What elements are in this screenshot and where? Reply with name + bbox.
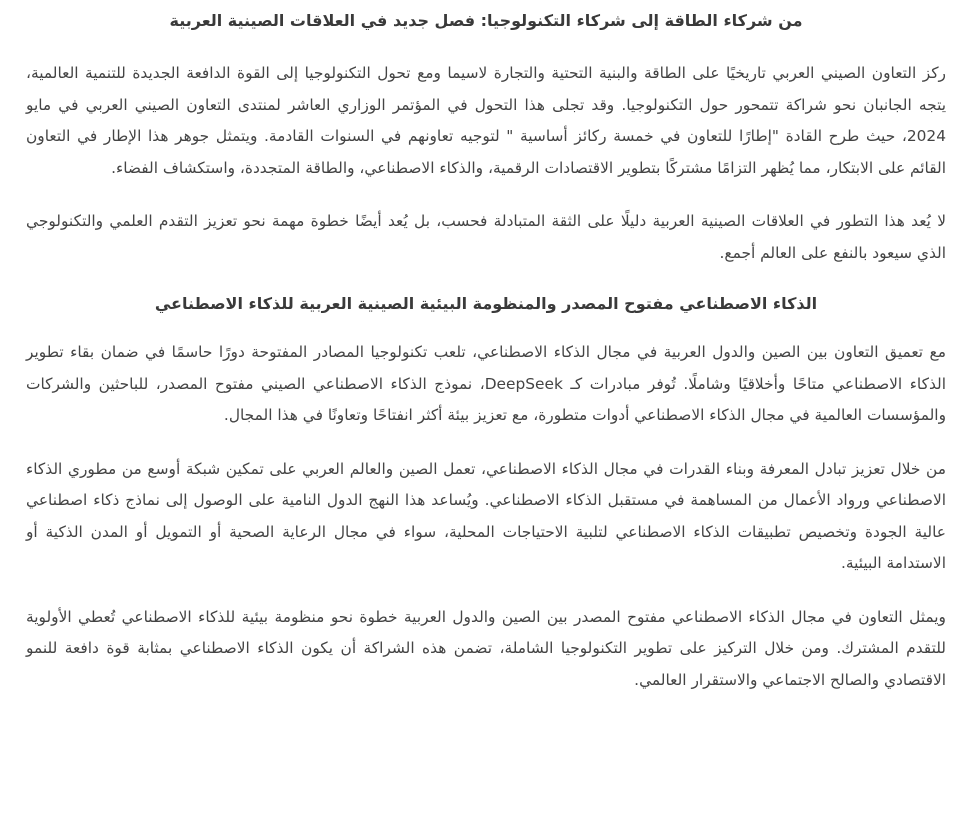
article-paragraph-4: من خلال تعزيز تبادل المعرفة وبناء القدرات في مجال الذكاء الاصطناعي، تعمل الصين والعالم العربي على تمكين شبكة أوسع من مطوري الذكاء الاصطناعي ورواد الأعمال من المساهمة في مستقبل الذكاء الاصطناعي. ويُساعد هذا النهج الدول النامية على الوصول إلى نماذج ذكاء اصطناعي عالية الجودة وتخصيص تطبيقات الذكاء الاصطناعي لتلبية الاحتياجات المحلية، سواء في مجال الرعاية الصحية أو التمويل أو المدن الذكية أو الاستدامة البيئية. (26, 459, 946, 572)
article-heading-1: من شركاء الطاقة إلى شركاء التكنولوجيا: فصل جديد في العلاقات الصينية العربية (169, 11, 803, 30)
article-paragraph-5: ويمثل التعاون في مجال الذكاء الاصطناعي مفتوح المصدر بين الصين والدول العربية خطوة نحو منظومة بيئية للذكاء الاصطناعي تُعطي الأولوية للتقدم المشترك. ومن خلال التركيز على تطوير التكنولوجيا الشاملة، تضمن هذه الشراكة أن يكون الذكاء الاصطناعي بمثابة قوة دافعة للنمو الاقتصادي والصالح الاجتماعي والاستقرار العالمي. (26, 607, 946, 689)
article-heading-2: الذكاء الاصطناعي مفتوح المصدر والمنظومة البيئية الصينية العربية للذكاء الاصطناعي (154, 294, 818, 313)
article-paragraph-3: مع تعميق التعاون بين الصين والدول العربية في مجال الذكاء الاصطناعي، تلعب تكنولوجيا المصادر المفتوحة دورًا حاسمًا في ضمان بقاء تطوير الذكاء الاصطناعي متاحًا وأخلاقيًا وشاملًا. تُوفر مبادرات كـ DeepSeek، نموذج الذكاء الاصطناعي الصيني مفتوح المصدر، للباحثين والشركات والمؤسسات العالمية في مجال الذكاء الاصطناعي أدوات متطورة، مع تعزيز بيئة أكثر انفتاحًا وتعاونًا في هذا المجال. (26, 343, 946, 424)
article-paragraph-1: ركز التعاون الصيني العربي تاريخيًا على الطاقة والبنية التحتية والتجارة لاسيما ومع تحول التكنولوجيا إلى القوة الدافعة الجديدة للتنمية العالمية، يتجه الجانبان نحو شراكة تتمحور حول التكنولوجيا. وقد تجلى هذا التحول في المؤتمر الوزاري العاشر لمنتدى التعاون الصيني العربي في مايو 2024، حيث طرح القادة "إطارًا للتعاون في خمسة ركائز أساسية " لتوجيه تعاونهم في السنوات القادمة. ويتمثل جوهر هذا الإطار في التعاون القائم على الابتكار، مما يُظهر التزامًا مشتركًا بتطوير الاقتصادات الرقمية، والذكاء الاصطناعي، والطاقة المتجددة، واستكشاف الفضاء. (26, 64, 946, 177)
article-paragraph-2: لا يُعد هذا التطور في العلاقات الصينية العربية دليلًا على الثقة المتبادلة فحسب، بل يُعد أيضًا خطوة مهمة نحو تعزيز التقدم العلمي والتكنولوجي الذي سيعود بالنفع على العالم أجمع. (26, 212, 946, 262)
